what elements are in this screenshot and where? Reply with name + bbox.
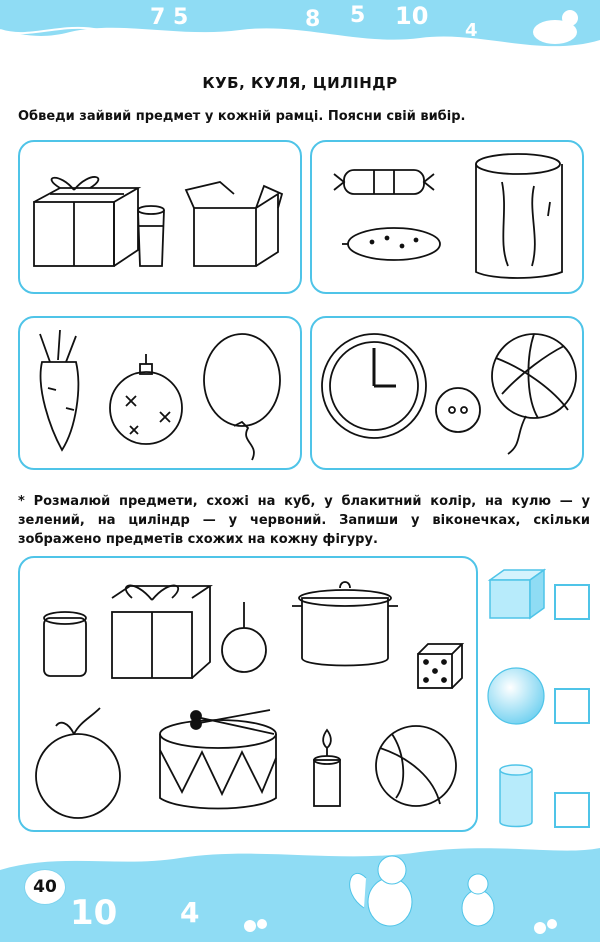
svg-text:10: 10 [70,893,118,933]
frame-1 [18,140,302,294]
gift-box-icon [34,177,138,266]
cucumber-icon [342,228,440,260]
christmas-ornament-icon [110,354,182,444]
gift-box-icon [112,585,210,678]
instruction-2: * Розмалюй предмети, схожі на куб, у блакитний колір, на кулю — у зелений, на циліндр — у червоний. Запиши у віконечках, скільки зображено предметів схожих на кожну фігуру. [18,494,590,547]
answer-box-sphere[interactable] [554,688,590,724]
coloring-frame [18,556,478,832]
answer-box-cube[interactable] [554,584,590,620]
cube-shape-icon [486,564,546,620]
jar-icon [44,612,86,676]
dice-icon [418,644,462,688]
sausage-icon [334,170,434,194]
cooking-pot-icon [292,582,398,666]
orange-icon [36,708,120,818]
svg-text:4: 4 [465,20,478,41]
glass-icon [138,206,164,266]
bottom-decor-band [0,812,600,942]
wall-clock-icon [322,334,426,438]
top-decor-band [0,0,600,80]
frame-2 [310,140,584,294]
svg-text:8: 8 [305,7,321,32]
cardboard-box-icon [186,182,282,266]
frame-3 [18,316,302,470]
ball-icon [376,726,456,806]
yarn-ball-icon [492,334,576,454]
svg-text:4: 4 [180,896,200,929]
candle-icon [314,730,340,806]
page-number: 40 [24,869,66,905]
sphere-shape-icon [486,666,546,726]
svg-text:5: 5 [350,3,366,28]
button-icon [436,388,480,432]
balloon-icon [204,334,280,460]
drum-icon [160,710,276,809]
instruction-1: Обведи зайвий предмет у кожній рамці. Поясни свій вибір. [18,109,466,124]
christmas-ornament-icon [222,602,266,672]
carrot-icon [40,330,78,450]
frame-4 [310,316,584,470]
svg-text:7 5: 7 5 [150,5,189,30]
svg-text:10: 10 [395,2,429,30]
tree-stump-icon [476,154,562,278]
page-title: КУБ, КУЛЯ, ЦИЛІНДР [202,74,398,92]
